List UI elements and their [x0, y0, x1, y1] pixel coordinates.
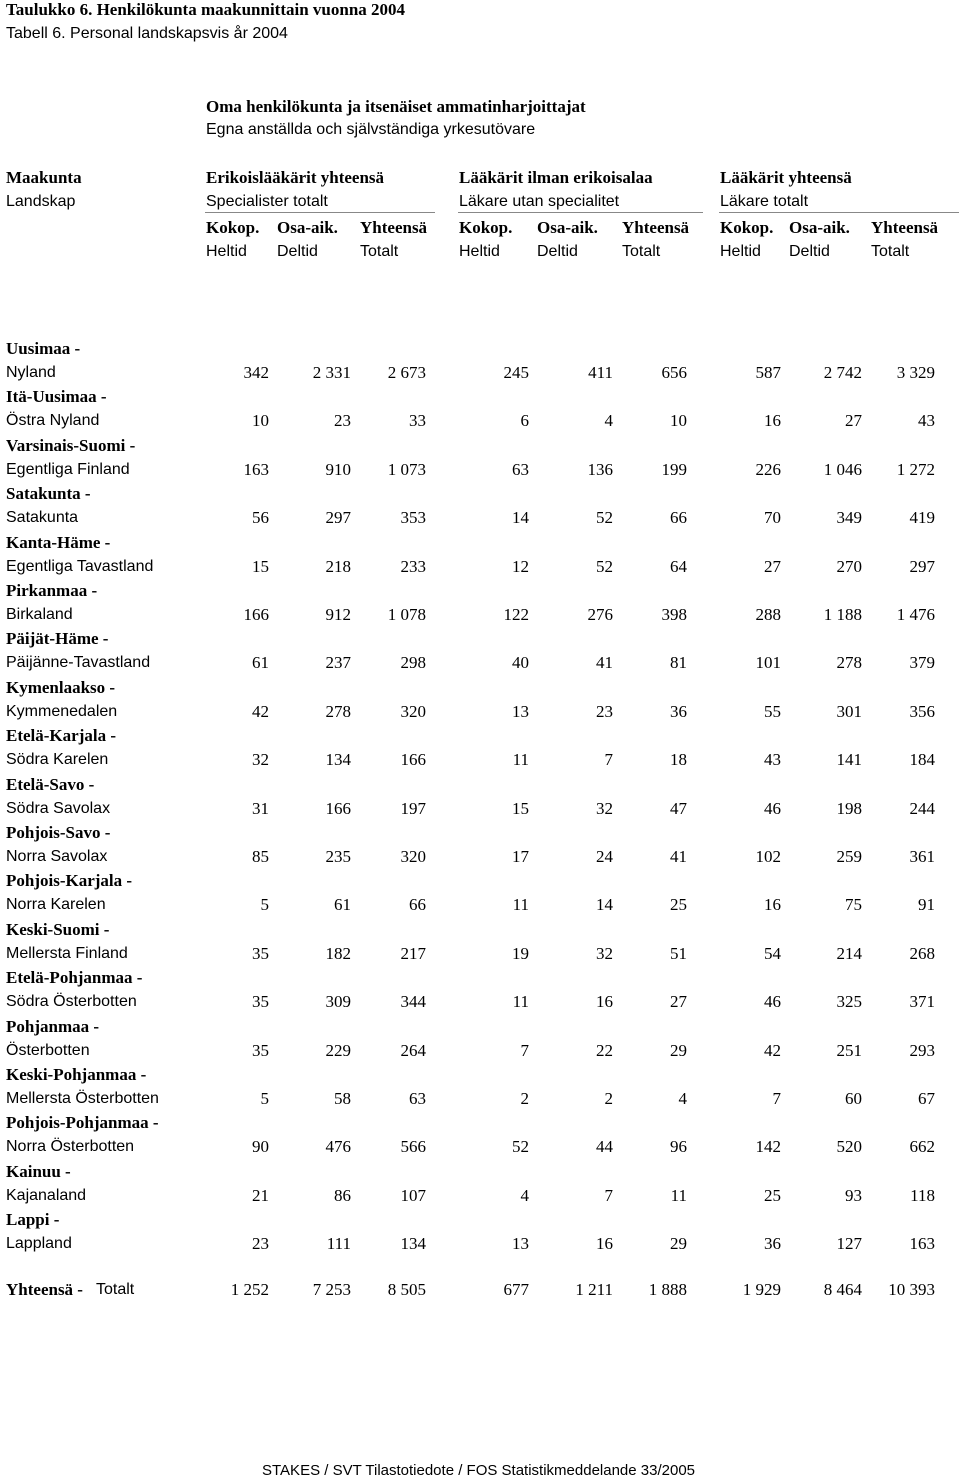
- table-cell: 12: [512, 556, 529, 576]
- table-cell: 379: [909, 653, 935, 673]
- table-cell: 11: [512, 992, 529, 1012]
- subheader-fulltime-fi: Kokop.: [459, 218, 513, 237]
- table-cell: 309: [325, 992, 351, 1012]
- table-cell: 320: [400, 701, 426, 721]
- table-cell: 6: [520, 411, 529, 431]
- table-cell: 16: [764, 411, 781, 431]
- table-cell: 16: [596, 1234, 613, 1254]
- table-cell: 182: [325, 943, 351, 963]
- table-cell: 27: [670, 992, 687, 1012]
- table-cell: 42: [764, 1040, 781, 1060]
- table-cell: 86: [334, 1185, 351, 1205]
- table-cell: 656: [661, 363, 687, 382]
- column-group-all-doctors-fi: Lääkärit yhteensä: [720, 168, 852, 187]
- table-cell: 197: [400, 798, 426, 818]
- column-group-specialists-sv: Specialister totalt: [206, 193, 328, 210]
- table-cell: 142: [755, 1137, 781, 1157]
- table-cell: 419: [909, 508, 935, 528]
- subheader-total-fi: Yhteensä: [360, 218, 428, 237]
- region-name-sv: Norra Österbotten: [6, 1138, 135, 1156]
- table-cell: 29: [670, 1234, 687, 1254]
- table-cell: 13: [512, 1234, 529, 1254]
- region-name-sv: Kymmenedalen: [6, 702, 118, 720]
- region-name-fi: Pirkanmaa -: [6, 581, 98, 600]
- subheader-total-fi: Yhteensä: [622, 218, 690, 237]
- group-header-sv: Egna anställda och självständiga yrkesutövare: [206, 121, 536, 138]
- table-cell: 61: [252, 653, 269, 673]
- table-cell: 107: [400, 1185, 426, 1205]
- table-cell: 226: [755, 459, 781, 479]
- table-cell: 2 742: [823, 363, 862, 382]
- region-name-sv: Norra Karelen: [6, 896, 106, 914]
- table-cell: 15: [252, 556, 269, 576]
- region-name-sv: Nyland: [6, 364, 56, 381]
- table-cell: 55: [764, 701, 781, 721]
- table-cell: 298: [400, 653, 426, 673]
- region-name-sv: Mellersta Finland: [6, 944, 128, 962]
- total-cell: 8 505: [387, 1280, 426, 1299]
- table-cell: 32: [596, 798, 613, 818]
- header-rule: [719, 212, 959, 213]
- table-cell: 2: [604, 1089, 613, 1108]
- subheader-total-sv: Totalt: [622, 243, 661, 260]
- region-name-fi: Uusimaa -: [6, 339, 81, 358]
- table-cell: 301: [836, 701, 862, 721]
- table-cell: 912: [325, 605, 351, 624]
- table-cell: 7: [604, 750, 613, 770]
- total-label-sv: Totalt: [96, 1281, 135, 1298]
- table-cell: 270: [836, 556, 862, 576]
- table-cell: 32: [252, 750, 269, 770]
- table-cell: 4: [520, 1185, 529, 1205]
- table-cell: 66: [670, 508, 687, 528]
- table-cell: 10: [252, 411, 269, 431]
- table-cell: 29: [670, 1040, 687, 1060]
- subheader-total-fi: Yhteensä: [871, 218, 939, 237]
- table-cell: 19: [512, 943, 529, 963]
- table-title-sv: Tabell 6. Personal landskapsvis år 2004: [6, 25, 288, 42]
- subheader-fulltime-fi: Kokop.: [206, 218, 260, 237]
- region-name-sv: Egentliga Finland: [6, 460, 130, 478]
- table-cell: 198: [836, 798, 862, 818]
- table-cell: 1 073: [387, 459, 426, 479]
- region-name-fi: Etelä-Pohjanmaa -: [6, 968, 143, 988]
- table-cell: 11: [512, 750, 529, 770]
- region-name-fi: Keski-Pohjanmaa -: [6, 1065, 147, 1084]
- table-cell: 233: [400, 556, 426, 576]
- table-cell: 1 046: [823, 459, 862, 479]
- table-cell: 353: [400, 508, 426, 528]
- table-cell: 218: [325, 556, 351, 576]
- region-name-fi: Pohjois-Karjala -: [6, 871, 133, 891]
- table-cell: 118: [910, 1185, 935, 1205]
- table-cell: 293: [909, 1040, 935, 1060]
- table-cell: 36: [670, 701, 687, 721]
- table-cell: 398: [661, 605, 687, 624]
- table-cell: 46: [764, 992, 781, 1012]
- subheader-parttime-sv: Deltid: [789, 243, 830, 260]
- region-name-sv: Päijänne-Tavastland: [6, 654, 151, 672]
- subheader-parttime-sv: Deltid: [277, 243, 318, 260]
- header-rule: [205, 212, 435, 213]
- table-cell: 7: [772, 1089, 781, 1108]
- table-cell: 411: [588, 363, 613, 382]
- table-cell: 297: [325, 508, 351, 528]
- table-cell: 7: [520, 1040, 529, 1060]
- table-cell: 42: [252, 701, 269, 721]
- table-cell: 14: [512, 508, 529, 528]
- table-cell: 25: [670, 895, 687, 915]
- table-cell: 17: [512, 847, 529, 866]
- table-cell: 18: [670, 750, 687, 770]
- table-cell: 11: [670, 1185, 687, 1205]
- table-cell: 217: [400, 943, 426, 963]
- table-cell: 476: [325, 1137, 351, 1157]
- table-cell: 43: [764, 750, 781, 770]
- table-cell: 44: [596, 1137, 613, 1157]
- table-cell: 61: [334, 895, 351, 915]
- table-cell: 21: [252, 1185, 269, 1205]
- region-name-fi: Pohjanmaa -: [6, 1016, 100, 1036]
- table-cell: 344: [400, 992, 426, 1012]
- table-cell: 184: [909, 750, 935, 770]
- region-name-fi: Pohjois-Pohjanmaa -: [6, 1113, 159, 1133]
- table-cell: 5: [260, 895, 269, 915]
- table-cell: 13: [512, 701, 529, 721]
- region-name-fi: Etelä-Karjala -: [6, 726, 116, 746]
- table-cell: 1 272: [896, 459, 935, 479]
- subheader-parttime-fi: Osa-aik.: [277, 218, 338, 237]
- table-cell: 10: [670, 411, 687, 431]
- table-cell: 23: [334, 411, 351, 431]
- table-cell: 63: [512, 459, 529, 479]
- table-cell: 23: [596, 701, 613, 721]
- total-cell: 8 464: [823, 1280, 862, 1299]
- table-cell: 3 329: [896, 363, 935, 382]
- page-footer: STAKES / SVT Tilastotiedote / FOS Statistikmeddelande 33/2005: [262, 1462, 696, 1479]
- table-cell: 43: [918, 411, 935, 431]
- total-cell: 1 888: [648, 1280, 687, 1299]
- table-cell: 56: [252, 508, 269, 528]
- table-cell: 96: [670, 1137, 687, 1157]
- table-cell: 325: [836, 992, 862, 1012]
- subheader-parttime-fi: Osa-aik.: [789, 218, 850, 237]
- table-cell: 361: [909, 847, 935, 866]
- table-cell: 2 673: [387, 363, 426, 382]
- table-cell: 136: [587, 459, 613, 479]
- total-cell: 1 211: [575, 1280, 613, 1299]
- region-name-fi: Kainuu -: [6, 1161, 71, 1181]
- table-cell: 91: [918, 895, 935, 915]
- table-cell: 5: [260, 1089, 269, 1108]
- table-cell: 101: [755, 653, 781, 673]
- region-name-fi: Satakunta -: [6, 484, 91, 504]
- table-cell: 371: [909, 992, 935, 1012]
- table-cell: 22: [596, 1040, 613, 1060]
- table-cell: 24: [596, 847, 613, 866]
- table-cell: 27: [845, 411, 862, 431]
- region-name-fi: Kymenlaakso -: [6, 677, 116, 697]
- table-cell: 15: [512, 798, 529, 818]
- table-cell: 51: [670, 943, 687, 963]
- column-group-specialists-fi: Erikoislääkärit yhteensä: [206, 168, 385, 187]
- table-cell: 662: [909, 1137, 935, 1157]
- table-cell: 566: [400, 1137, 426, 1157]
- table-cell: 199: [661, 459, 687, 479]
- region-name-sv: Södra Savolax: [6, 799, 111, 817]
- subheader-parttime-fi: Osa-aik.: [537, 218, 598, 237]
- table-cell: 16: [596, 992, 613, 1012]
- table-cell: 52: [596, 508, 613, 528]
- region-header-sv: Landskap: [6, 193, 76, 210]
- subheader-total-sv: Totalt: [360, 243, 399, 260]
- table-cell: 214: [836, 943, 862, 963]
- table-cell: 264: [400, 1040, 426, 1060]
- table-cell: 54: [764, 943, 781, 963]
- total-label-fi: Yhteensä -: [6, 1280, 83, 1299]
- table-cell: 278: [836, 653, 862, 673]
- table-cell: 67: [918, 1089, 935, 1108]
- region-name-sv: Södra Österbotten: [6, 993, 137, 1011]
- table-cell: 2: [520, 1089, 529, 1108]
- region-name-sv: Egentliga Tavastland: [6, 557, 154, 575]
- region-name-fi: Keski-Suomi -: [6, 919, 110, 939]
- table-cell: 14: [596, 895, 613, 915]
- table-cell: 32: [596, 943, 613, 963]
- table-cell: 288: [755, 605, 781, 624]
- table-cell: 245: [503, 363, 529, 382]
- region-header-fi: Maakunta: [6, 168, 82, 187]
- table-cell: 297: [909, 556, 935, 576]
- region-name-sv: Satakunta: [6, 509, 79, 527]
- table-cell: 33: [409, 411, 426, 431]
- subheader-fulltime-sv: Heltid: [720, 243, 761, 260]
- region-name-fi: Pohjois-Savo -: [6, 823, 111, 842]
- subheader-total-sv: Totalt: [871, 243, 910, 260]
- table-cell: 35: [252, 943, 269, 963]
- table-cell: 35: [252, 1040, 269, 1060]
- table-cell: 268: [909, 943, 935, 963]
- total-cell: 7 253: [312, 1280, 351, 1299]
- table-cell: 4: [678, 1089, 687, 1108]
- region-name-sv: Östra Nyland: [6, 412, 100, 430]
- table-cell: 278: [325, 701, 351, 721]
- table-cell: 25: [764, 1185, 781, 1205]
- table-cell: 7: [604, 1185, 613, 1205]
- table-cell: 27: [764, 556, 781, 576]
- table-cell: 23: [252, 1234, 269, 1254]
- table-cell: 64: [670, 556, 687, 576]
- region-name-sv: Södra Karelen: [6, 751, 109, 769]
- table-cell: 320: [400, 847, 426, 866]
- table-cell: 163: [243, 459, 269, 479]
- table-cell: 16: [764, 895, 781, 915]
- table-cell: 163: [909, 1234, 935, 1254]
- table-cell: 134: [325, 750, 351, 770]
- table-cell: 910: [325, 459, 351, 479]
- table-cell: 259: [836, 847, 862, 866]
- column-group-all-doctors-sv: Läkare totalt: [720, 193, 809, 210]
- table-cell: 35: [252, 992, 269, 1012]
- table-cell: 40: [512, 653, 529, 673]
- table-cell: 520: [836, 1137, 862, 1157]
- total-cell: 1 252: [230, 1280, 269, 1299]
- subheader-fulltime-sv: Heltid: [459, 243, 500, 260]
- region-name-fi: Päijät-Häme -: [6, 629, 109, 649]
- table-cell: 4: [604, 411, 613, 431]
- region-name-fi: Varsinais-Suomi -: [6, 435, 136, 455]
- header-rule: [458, 212, 703, 213]
- table-cell: 1 188: [823, 605, 862, 624]
- region-name-fi: Lappi -: [6, 1210, 60, 1230]
- table-title-fi: Taulukko 6. Henkilökunta maakunnittain vuonna 2004: [6, 0, 406, 19]
- table-cell: 70: [764, 508, 781, 528]
- region-name-fi: Kanta-Häme -: [6, 532, 111, 552]
- table-cell: 11: [512, 895, 529, 915]
- region-name-sv: Birkaland: [6, 606, 73, 623]
- column-group-non-specialists-fi: Lääkärit ilman erikoisalaa: [459, 168, 653, 187]
- group-header-fi: Oma henkilökunta ja itsenäiset ammatinharjoittajat: [206, 97, 586, 116]
- table-cell: 229: [325, 1040, 351, 1060]
- table-cell: 58: [334, 1089, 351, 1108]
- table-cell: 1 078: [387, 605, 426, 624]
- table-cell: 342: [243, 363, 269, 382]
- table-cell: 52: [596, 556, 613, 576]
- table-cell: 81: [670, 653, 687, 673]
- region-name-fi: Itä-Uusimaa -: [6, 387, 107, 407]
- table-cell: 90: [252, 1137, 269, 1157]
- table-cell: 122: [503, 605, 529, 624]
- table-cell: 41: [596, 653, 613, 673]
- table-cell: 251: [836, 1040, 862, 1060]
- total-cell: 1 929: [742, 1280, 781, 1299]
- region-name-sv: Österbotten: [6, 1041, 90, 1059]
- region-name-sv: Mellersta Österbotten: [6, 1090, 159, 1107]
- region-name-sv: Lappland: [6, 1235, 72, 1253]
- table-cell: 244: [909, 798, 935, 818]
- table-cell: 235: [325, 847, 351, 866]
- table-cell: 111: [326, 1234, 351, 1254]
- table-cell: 60: [845, 1089, 862, 1108]
- table-cell: 237: [325, 653, 351, 673]
- subheader-fulltime-fi: Kokop.: [720, 218, 774, 237]
- total-cell: 677: [503, 1280, 529, 1299]
- table-cell: 102: [755, 847, 781, 866]
- table-cell: 127: [836, 1234, 862, 1254]
- table-cell: 166: [400, 750, 426, 770]
- table-cell: 66: [409, 895, 426, 915]
- table-cell: 36: [764, 1234, 781, 1254]
- subheader-parttime-sv: Deltid: [537, 243, 578, 260]
- total-cell: 10 393: [888, 1280, 935, 1299]
- table-cell: 166: [325, 798, 351, 818]
- table-cell: 93: [845, 1185, 862, 1205]
- table-cell: 134: [400, 1234, 426, 1254]
- table-cell: 2 331: [312, 363, 351, 382]
- region-name-sv: Norra Savolax: [6, 848, 108, 865]
- table-cell: 166: [243, 605, 269, 624]
- table-cell: 75: [845, 895, 862, 915]
- table-cell: 587: [755, 363, 781, 382]
- subheader-fulltime-sv: Heltid: [206, 243, 247, 260]
- table-cell: 1 476: [896, 605, 935, 624]
- region-name-sv: Kajanaland: [6, 1186, 87, 1204]
- table-cell: 141: [836, 750, 862, 770]
- column-group-non-specialists-sv: Läkare utan specialitet: [459, 193, 620, 210]
- table-cell: 356: [909, 701, 935, 721]
- table-cell: 31: [252, 798, 269, 818]
- table-cell: 41: [670, 847, 687, 866]
- table-cell: 276: [587, 605, 613, 624]
- table-cell: 47: [670, 798, 687, 818]
- table-cell: 63: [409, 1089, 426, 1108]
- table-cell: 85: [252, 847, 269, 866]
- region-name-fi: Etelä-Savo -: [6, 774, 95, 794]
- table-cell: 46: [764, 798, 781, 818]
- table-cell: 52: [512, 1137, 529, 1157]
- table-cell: 349: [836, 508, 862, 528]
